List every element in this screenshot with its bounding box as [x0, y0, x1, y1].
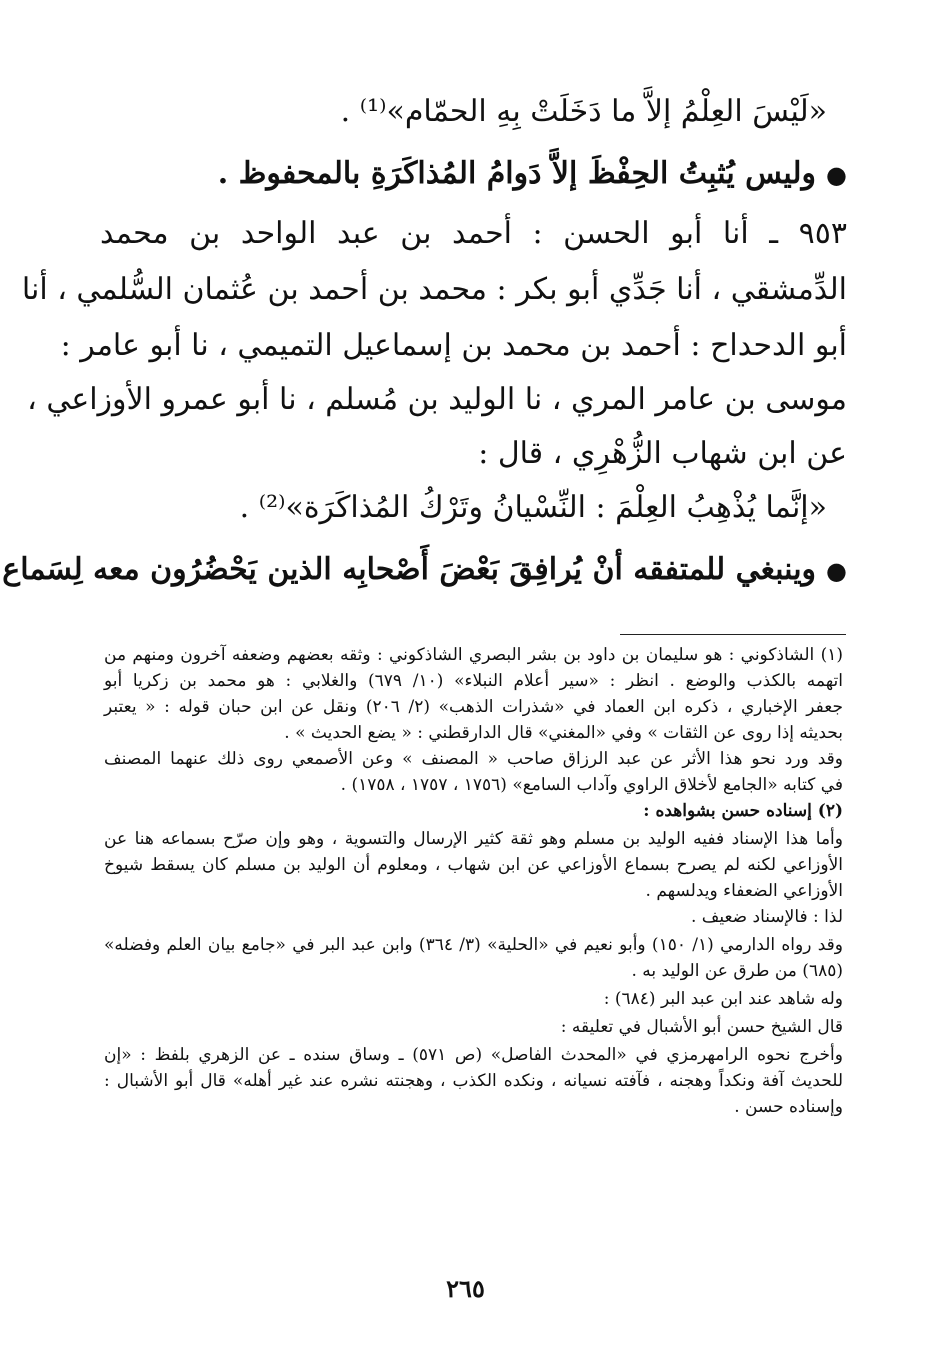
quote-line-1: [100, 86, 827, 138]
hadith-line-7: عن ابن شهاب الزُّهْرِي ، قال :: [478, 436, 847, 471]
hadith-line-6: موسى بن عامر المري ، نا الوليد بن مُسلم ، نا أبو عمرو الأوزاعي ،: [27, 382, 847, 417]
footnote-line: (٦٨٥) من طرق عن الوليد به .: [631, 961, 843, 981]
footnote-line: وإسناده حسن .: [734, 1097, 843, 1117]
footnote-heading: (٢) إسناده حسن بشواهده :: [643, 801, 843, 821]
footnote-line: وأما هذا الإسناد ففيه الوليد بن مسلم وهو ثقة كثير الإرسال والتسوية ، وهو وإن صرّح بسماعه هنا عن: [104, 829, 843, 849]
footnote-line: الأوزاعي الضعفاء ويدلسهم .: [645, 881, 843, 901]
quote-line-2: «إنَّما يُذْهِبُ العِلْمَ : النِّسْيانُ وتَرْكُ المُذاكَرَة»⁽²⁾ .: [239, 490, 827, 525]
hadith-line-4: الدِّمشقي ، أنا جَدِّي أبو بكر : محمد بن أحمد بن عُثمان السُّلمي ، أنا: [21, 272, 847, 307]
footnote-line: للحديث آفة ونكداً وهجنه ، فآفته نسيانه ، ونكده الكذب ، وهجنته نشره عند غير أهله» قال أبو الأشبال :: [104, 1071, 843, 1091]
bullet-icon: ●: [826, 160, 847, 189]
footnote-line: قال الشيخ حسن أبو الأشبال في تعليقه :: [560, 1017, 843, 1037]
footnote-line: الأوزاعي لكنه لم يصرح بسماع الأوزاعي عن ابن شهاب ، ومعلوم أن الوليد بن مسلم كان يسقط شيوخ: [104, 855, 843, 875]
quote-text: «لَيْسَ العِلْمُ إلاَّ ما دَخَلَتْ بِهِ الحمّام»⁽¹⁾ .: [340, 94, 827, 129]
bullet-text: وليس يُثبِتُ الحِفْظَ إلاَّ دَوامُ المُذاكَرَةِ بالمحفوظ .: [217, 156, 817, 191]
footnote-line: وله شاهد عند ابن عبد البر (٦٨٤) :: [603, 989, 843, 1009]
footnote-line: جعفر الإخباري ، ذكره ابن العماد في «شذرات الذهب» (٢/ ٢٠٦) ونقل عن ابن حبان قوله : « يعتبر: [104, 697, 843, 717]
bullet-icon: ●: [826, 556, 847, 585]
bullet-line-2: [2, 544, 847, 597]
footnote-line: (١) الشاذكوني : هو سليمان بن داود بن بشر البصري الشاذكوني : وثقه بعضهم وضعفه آخرون ومنهم من: [104, 645, 843, 665]
footnote-line: وقد ورد نحو هذا الأثر عن عبد الرزاق صاحب « المصنف » وعن الأصمعي روى ذلك عنهما المصنف: [104, 749, 843, 769]
footnote-line: لذا : فالإسناد ضعيف .: [690, 907, 843, 927]
footnote-line: وقد رواه الدارمي (١/ ١٥٠) وأبو نعيم في «الحلية» (٣/ ٣٦٤) وابن عبد البر في «جامع بيان العلم وفضله»: [104, 935, 844, 955]
hadith-line-5: أبو الدحداح : أحمد بن محمد بن إسماعيل التميمي ، نا أبو عامر :: [60, 328, 847, 363]
bullet-line-1: [100, 148, 847, 201]
footnote-line: اتهمه بالكذب والوضع . انظر : «سير أعلام النبلاء» (١٠/ ٦٧٩) والغلابي : هو محمد بن زكريا أبو: [104, 671, 843, 691]
footnote-line: في كتابه «الجامع لأخلاق الراوي وآداب السامع» (١٧٥٦ ، ١٧٥٧ ، ١٧٥٨) .: [340, 775, 843, 795]
footnote-line: وأخرج نحوه الرامهرمزي في «المحدث الفاصل» (ص ٥٧١) ـ وساق سنده ـ عن الزهري بلفظ : «إن: [104, 1045, 843, 1065]
footnote-line: بحديثه إذا روى عن الثقات » وفي «المغني» قال الدارقطني : « يضع الحديث » .: [284, 723, 843, 743]
hadith-line-3: ٩٥٣ ـ أنا أبو الحسن : أحمد بن عبد الواحد بن محمد: [100, 216, 847, 251]
bullet-text: وينبغي للمتفقه أنْ يُرافِقَ بَعْضَ أَصْحابِه الذين يَحْضُرُون معه لِسَماع: [2, 552, 817, 587]
footnote-separator: [620, 634, 846, 635]
page-number: ٢٦٥: [446, 1274, 485, 1303]
